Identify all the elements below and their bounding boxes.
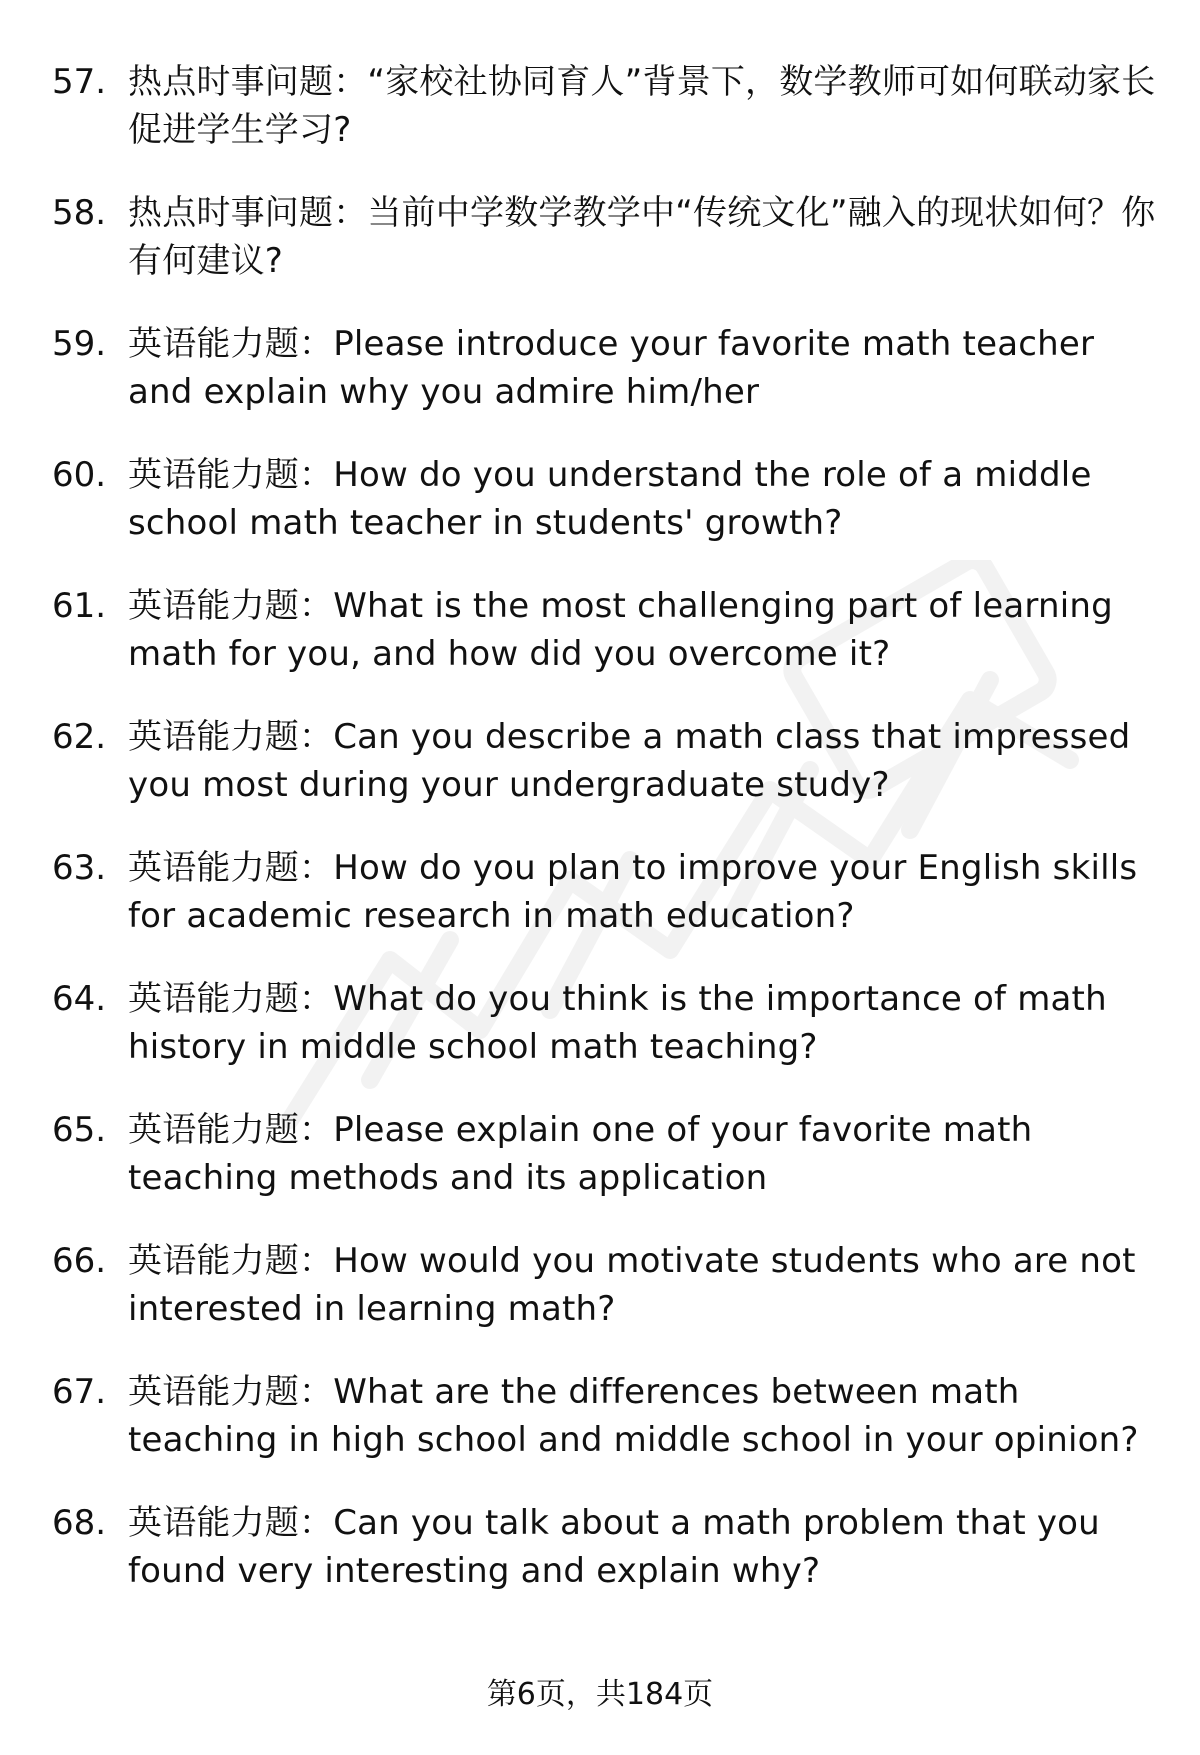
question-text: 英语能力题：How do you understand the role of a middle school math teacher in students' growth? xyxy=(128,455,1092,543)
question-text: 英语能力题：What is the most challenging part of learning math for you, and how did you overcome it? xyxy=(128,586,1113,674)
question-number: 57. xyxy=(52,62,107,102)
question-number: 63. xyxy=(52,848,107,888)
question-item xyxy=(52,1106,1162,1237)
question-item xyxy=(52,582,1162,713)
question-item xyxy=(52,713,1162,844)
question-item xyxy=(52,451,1162,582)
question-text: 英语能力题：What do you think is the importance of math history in middle school math teaching? xyxy=(128,979,1107,1067)
question-text: 热点时事问题：当前中学数学教学中“传统文化”融入的现状如何？你有何建议? xyxy=(128,193,1156,281)
question-number: 62. xyxy=(52,717,107,757)
question-number: 67. xyxy=(52,1372,107,1412)
question-number: 64. xyxy=(52,979,107,1019)
question-text: 英语能力题：How would you motivate students who are not interested in learning math? xyxy=(128,1241,1136,1329)
question-item xyxy=(52,844,1162,975)
page-footer: 第6页，共184页 xyxy=(486,1677,714,1712)
question-item xyxy=(52,189,1162,320)
question-number: 65. xyxy=(52,1110,107,1150)
question-number: 68. xyxy=(52,1503,107,1543)
question-text: 热点时事问题：“家校社协同育人”背景下，数学教师可如何联动家长促进学生学习? xyxy=(128,62,1156,150)
question-number: 66. xyxy=(52,1241,107,1281)
question-item xyxy=(52,975,1162,1106)
question-text: 英语能力题：Please introduce your favorite math teacher and explain why you admire him/her xyxy=(128,324,1095,412)
question-text: 英语能力题：How do you plan to improve your English skills for academic research in math education? xyxy=(128,848,1138,936)
question-number: 58. xyxy=(52,193,107,233)
question-list xyxy=(52,58,1162,1630)
question-item xyxy=(52,1368,1162,1499)
question-text: 英语能力题：Please explain one of your favorite math teaching methods and its application xyxy=(128,1110,1033,1198)
question-item xyxy=(52,320,1162,451)
question-item xyxy=(52,58,1162,189)
question-number: 61. xyxy=(52,586,107,626)
question-item xyxy=(52,1237,1162,1368)
question-number: 60. xyxy=(52,455,107,495)
question-text: 英语能力题：What are the differences between math teaching in high school and middle school in your opinion? xyxy=(128,1372,1139,1460)
question-number: 59. xyxy=(52,324,107,364)
question-text: 英语能力题：Can you describe a math class that impressed you most during your undergraduate study? xyxy=(128,717,1131,805)
question-text: 英语能力题：Can you talk about a math problem that you found very interesting and explain why? xyxy=(128,1503,1100,1591)
question-item xyxy=(52,1499,1162,1630)
